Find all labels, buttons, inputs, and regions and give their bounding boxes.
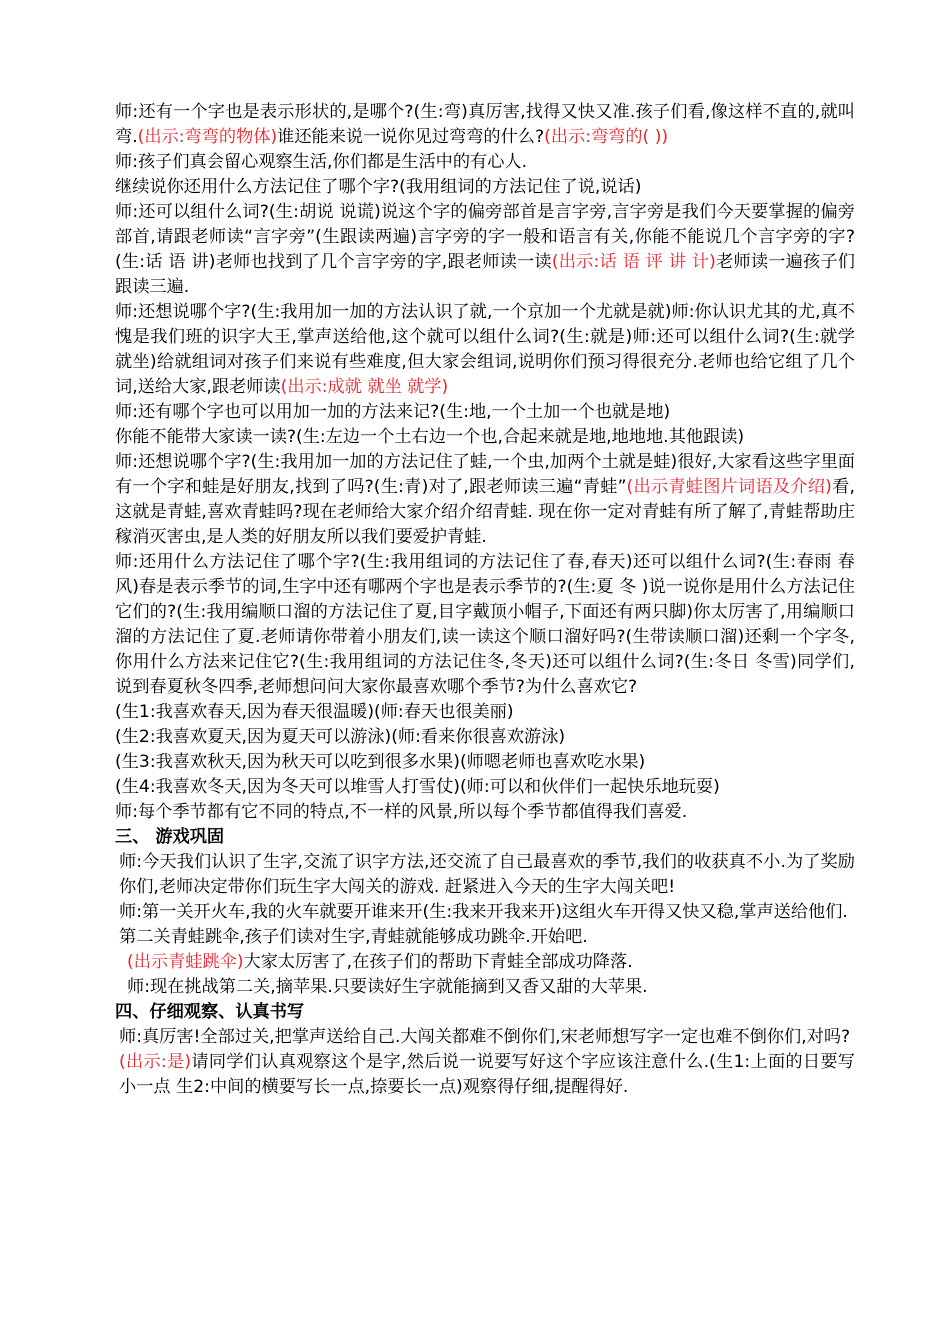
text-segment: 老师读一遍孩子们跟读三遍. [115,252,855,297]
text-segment: 第二关青蛙跳伞,孩子们读对生字,青蛙就能够成功跳伞.开始吧. [119,927,588,947]
text-segment: (生3:我喜欢秋天,因为秋天可以吃到很多水果)(师嗯老师也喜欢吃水果) [115,752,646,772]
text-segment: 请同学们认真观察这个是字,然后说一说要写好这个字应该注意什么.(生1:上面的日要写小一点 生2:中间的横要写长一点,捺要长一点)观察得仔细,提醒得好. [119,1052,855,1097]
text-segment: 师:还想说哪个字?(生:我用加一加的方法记住了蛙,一个虫,加两个土就是蛙)很好,大家看这些字里面有一个字和蛙是好朋友,找到了吗?(生:青)对了,跟老师读三遍“青蛙” [115,452,855,497]
text-segment: 四、仔细观察、认真书写 [115,1002,305,1022]
paragraph [115,950,855,975]
text-segment: 师:还有一个字也是表示形状的,是哪个?(生:弯)真厉害,找得又快又准.孩子们看,像这样不直的,就叫弯. [115,102,855,147]
section-heading [115,825,855,850]
paragraph [115,775,855,800]
paragraph [115,450,855,550]
text-segment: 你能不能带大家读一读?(生:左边一个土右边一个也,合起来就是地,地地地.其他跟读) [115,427,745,447]
text-segment: 师:孩子们真会留心观察生活,你们都是生活中的有心人. [115,152,528,172]
paragraph [115,150,855,175]
text-segment: 看,这就是青蛙,喜欢青蛙吗?现在老师给大家介绍介绍青蛙. 现在你一定对青蛙有所了解了,青蛙帮助庄稼消灭害虫,是人类的好朋友所以我们要爱护青蛙. [115,477,856,547]
section-heading [115,1000,855,1025]
paragraph [115,300,855,400]
paragraph [115,1050,855,1100]
paragraph [115,850,855,900]
text-segment: 师:每个季节都有它不同的特点,不一样的风景,所以每个季节都值得我们喜爱. [115,802,688,822]
display-cue-text: (出示:是) [119,1052,192,1072]
text-segment: 师:现在挑战第二关,摘苹果.只要读好生字就能摘到又香又甜的大苹果. [127,977,648,997]
display-cue-text: (出示:弯弯的物体) [137,127,278,147]
document-body [115,100,855,1100]
text-segment: (生1:我喜欢春天,因为春天很温暖)(师:春天也很美丽) [115,702,514,722]
display-cue-text: (出示:话 语 评 讲 计) [551,252,716,272]
display-cue-text: (出示青蛙图片词语及介绍) [626,477,832,497]
display-cue-text: (出示:弯弯的( )) [544,127,669,147]
text-segment: 三、 游戏巩固 [115,827,225,847]
text-segment: 师:今天我们认识了生字,交流了识字方法,还交流了自己最喜欢的季节,我们的收获真不小.为了奖励你们,老师决定带你们玩生字大闯关的游戏. 赶紧进入今天的生字大闯关吧! [119,852,855,897]
text-segment: 大家太厉害了,在孩子们的帮助下青蛙全部成功降落. [243,952,633,972]
paragraph [115,900,855,925]
text-segment: 师:还可以组什么词?(生:胡说 说谎)说这个字的偏旁部首是言字旁,言字旁是我们今天要掌握的偏旁部首,请跟老师读“言字旁”(生跟读两遍)言字旁的字一般和语言有关,你能不能说几个言字旁的字?(生:话 语 讲)老师也找到了几个言字旁的字,跟老师读一读 [115,202,855,272]
paragraph [115,425,855,450]
paragraph [115,100,855,150]
display-cue-text: (出示:成就 就坐 就学) [280,377,449,397]
text-segment: 继续说你还用什么方法记住了哪个字?(我用组词的方法记住了说,说话) [115,177,642,197]
text-segment: 谁还能来说一说你见过弯弯的什么? [277,127,545,147]
paragraph [115,200,855,300]
display-cue-text: (出示青蛙跳伞) [127,952,244,972]
text-segment: (生2:我喜欢夏天,因为夏天可以游泳)(师:看来你很喜欢游泳) [115,727,566,747]
paragraph [115,175,855,200]
paragraph [115,750,855,775]
text-segment: 师:第一关开火车,我的火车就要开谁来开(生:我来开我来开)这组火车开得又快又稳,掌声送给他们. [119,902,848,922]
paragraph [115,925,855,950]
paragraph [115,400,855,425]
paragraph [115,800,855,825]
paragraph [115,975,855,1000]
paragraph [115,700,855,725]
text-segment: 师:真厉害!全部过关,把掌声送给自己.大闯关都难不倒你们,宋老师想写字一定也难不倒你们,对吗? [119,1027,851,1047]
text-segment: 师:还有哪个字也可以用加一加的方法来记?(生:地,一个土加一个也就是地) [115,402,671,422]
paragraph [115,1025,855,1050]
text-segment: 师:还用什么方法记住了哪个字?(生:我用组词的方法记住了春,春天)还可以组什么词?(生:春雨 春风)春是表示季节的词,生字中还有哪两个字也是表示季节的?(生:夏 冬 )说一说你是用什么方法记住它们的?(生:我用编顺口溜的方法记住了夏,目字戴顶小帽子,下面还有两只脚)你太厉害了,用编顺口溜的方法记住了夏.老师请你带着小朋友们,读一读这个顺口溜好吗?(生带读顺口溜)还剩一个字冬,你用什么方法来记住它?(生:我用组词的方法记住冬,冬天)还可以组什么词?(生:冬日 冬雪)同学们,说到春夏秋冬四季,老师想问问大家你最喜欢哪个季节?为什么喜欢它? [115,552,855,697]
text-segment: 师:还想说哪个字?(生:我用加一加的方法认识了就,一个京加一个尤就是就)师:你认识尤其的尤,真不愧是我们班的识字大王,掌声送给他,这个就可以组什么词?(生:就是)师:还可以组什么词?(生:就学 就坐)给就组词对孩子们来说有些难度,但大家会组词,说明你们预习得很充分.老师也给它组了几个词,送给大家,跟老师读 [115,302,855,397]
paragraph [115,725,855,750]
text-segment: (生4:我喜欢冬天,因为冬天可以堆雪人打雪仗)(师:可以和伙伴们一起快乐地玩耍) [115,777,720,797]
paragraph [115,550,855,700]
